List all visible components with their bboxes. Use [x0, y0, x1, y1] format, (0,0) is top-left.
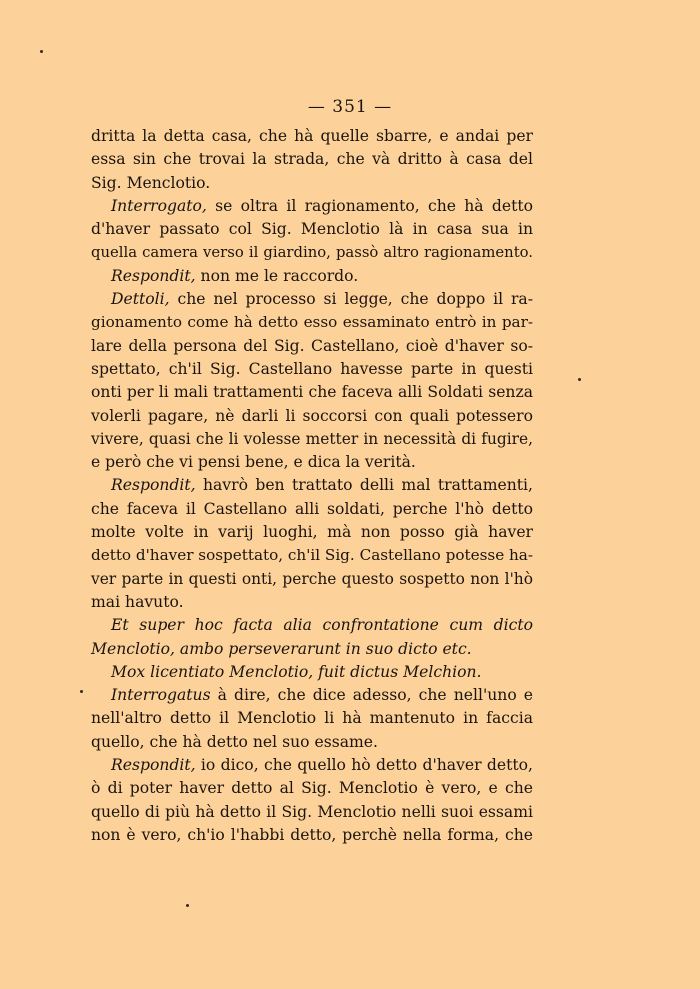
text-line: [91, 428, 533, 451]
print-speck: [80, 690, 83, 693]
text-line: [91, 731, 533, 754]
text-segment: dritta la detta casa, che hà quelle sbarre, e andai per: [91, 127, 533, 145]
text-segment: essa sin che trovai la strada, che và dritto à casa del: [91, 150, 533, 169]
text-segment: havrò ben trattato delli mal trattamenti,: [195, 476, 533, 495]
text-line: [91, 754, 533, 777]
text-line: [91, 335, 533, 358]
text-segment: ver parte in questi onti, perche questo sospetto non l'hò: [91, 569, 533, 588]
text-line: [91, 265, 533, 288]
text-segment: quella camera verso il giardino, passò altro ragionamento.: [91, 244, 533, 262]
text-segment: che nel processo si legge, che doppo il ra-: [169, 290, 533, 309]
text-segment: se oltra il ragionamento, che hà detto: [206, 196, 533, 215]
text-segment: detto d'haver sospettato, ch'il Sig. Castellano potesse ha-: [91, 546, 533, 565]
text-segment: che faceva il Castellano alli soldati, perche l'hò detto: [91, 499, 533, 518]
text-segment: à dire, che dice adesso, che nell'uno e: [210, 686, 533, 705]
text-line: [91, 707, 533, 730]
text-segment: non è vero, ch'io l'habbi detto, perchè nella forma, che: [91, 825, 533, 844]
text-line: [91, 474, 533, 497]
text-line: [91, 521, 533, 544]
italic-text: Menclotio, ambo perseverarunt in suo dicto etc.: [91, 639, 472, 658]
text-line: [91, 568, 533, 591]
italic-text: Respondit,: [111, 476, 196, 495]
text-line: [91, 381, 533, 404]
text-segment: d'haver passato col Sig. Menclotio là in casa sua in: [91, 220, 533, 239]
body-text: [91, 125, 533, 847]
text-segment: io dico, che quello hò detto d'haver detto,: [195, 756, 533, 775]
text-line: [91, 358, 533, 381]
text-line: [91, 241, 533, 264]
text-line: [91, 148, 533, 171]
text-segment: vivere, quasi che li volesse metter in necessità di fugire,: [91, 429, 533, 448]
text-segment: nell'altro detto il Menclotio li hà mantenuto in faccia: [91, 709, 533, 728]
text-line: [91, 661, 533, 684]
text-segment: e però che vi pensi bene, e dica la verità.: [91, 453, 416, 472]
text-line: [91, 591, 533, 614]
text-segment: volerli pagare, nè darli li soccorsi con quali potessero: [91, 406, 533, 425]
text-line: [91, 824, 533, 847]
text-line: [91, 801, 533, 824]
italic-text: Mox licentiato Menclotio, fuit dictus Melchion.: [111, 662, 482, 681]
italic-text: Interrogato,: [111, 196, 207, 215]
text-segment: mai havuto.: [91, 592, 184, 611]
text-segment: molte volte in varij luoghi, mà non posso già haver: [91, 523, 533, 542]
text-segment: quello, che hà detto nel suo essame.: [91, 732, 378, 751]
text-line: [91, 405, 533, 428]
print-speck: [186, 904, 189, 907]
italic-text: Respondit,: [111, 756, 196, 775]
text-line: [91, 544, 533, 567]
italic-text: Interrogatus: [111, 686, 211, 705]
text-segment: gionamento come hà detto esso essaminato entrò in par-: [91, 313, 533, 332]
italic-text: Et super hoc facta alia confrontatione cum dicto: [111, 616, 533, 635]
print-speck: [578, 378, 581, 381]
text-segment: lare della persona del Sig. Castellano, cioè d'haver so-: [91, 336, 533, 355]
text-segment: non me le raccordo.: [195, 266, 359, 285]
print-speck: [40, 50, 43, 53]
text-line: [91, 195, 533, 218]
text-segment: ò di poter haver detto al Sig. Menclotio è vero, e che: [91, 779, 533, 798]
text-segment: spettato, ch'il Sig. Castellano havesse parte in questi: [91, 359, 533, 378]
text-line: [91, 172, 533, 195]
italic-text: Dettoli,: [111, 290, 170, 309]
text-line: [91, 311, 533, 334]
italic-text: Respondit,: [111, 266, 196, 285]
text-segment: Sig. Menclotio.: [91, 173, 211, 192]
text-line: [91, 638, 533, 661]
text-line: [91, 684, 533, 707]
text-line: [91, 451, 533, 474]
text-line: [91, 218, 533, 241]
text-line: [91, 777, 533, 800]
text-line: [91, 614, 533, 637]
text-line: [91, 498, 533, 521]
page-number: — 351 —: [307, 97, 393, 117]
text-segment: onti per li mali trattamenti che faceva alli Soldati senza: [91, 383, 533, 402]
text-line: [91, 288, 533, 311]
text-segment: quello di più hà detto il Sig. Menclotio nelli suoi essami: [91, 802, 533, 821]
text-line: [91, 125, 533, 148]
